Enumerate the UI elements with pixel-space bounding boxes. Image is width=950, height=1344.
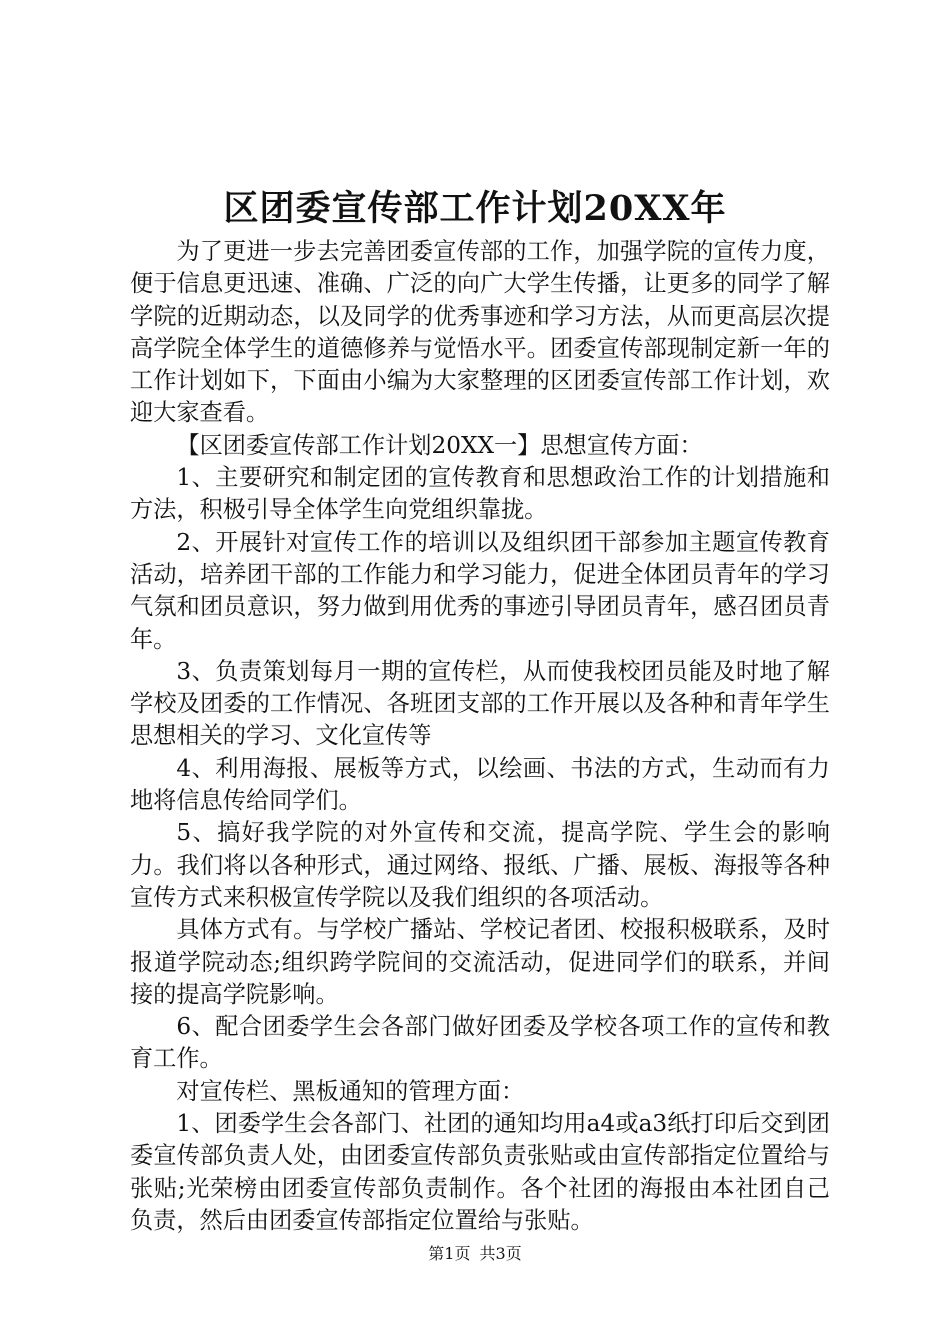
paragraph: 【区团委宣传部工作计划20XX一】思想宣传方面：: [176, 431, 703, 459]
paragraph: 2、开展针对宣传工作的培训以及组织团干部参加主题宣传教育活动，培养团干部的工作能力和学习能力，促进全体团员青年的学习气氛和团员意识，努力做到用优秀的事迹引导团员青年，感召团员青年。: [130, 528, 830, 653]
document-body: [130, 236, 830, 1237]
paragraph: 6、配合团委学生会各部门做好团委及学校各项工作的宣传和教育工作。: [130, 1013, 830, 1073]
paragraph: 1、团委学生会各部门、社团的通知均用a4或a3纸打印后交到团委宣传部负责人处，由团委宣传部负责张贴或由宣传部指定位置给与张贴;光荣榜由团委宣传部负责制作。各个社团的海报由本社团自己负责，然后由团委宣传部指定位置给与张贴。: [130, 1110, 830, 1234]
paragraph: 5、搞好我学院的对外宣传和交流，提高学院、学生会的影响力。我们将以各种形式，通过网络、报纸、广播、展板、海报等各种宣传方式来积极宣传学院以及我们组织的各项活动。: [130, 819, 830, 911]
paragraph: 对宣传栏、黑板通知的管理方面：: [176, 1077, 525, 1105]
paragraph: 4、利用海报、展板等方式，以绘画、书法的方式，生动而有力地将信息传给同学们。: [130, 754, 830, 815]
document-title: 区团委宣传部工作计划20XX年: [223, 188, 727, 229]
paragraph: 为了更进一步去完善团委宣传部的工作，加强学院的宣传力度，便于信息更迅速、准确、广泛的向广大学生传播，让更多的同学了解学院的近期动态，以及同学的优秀事迹和学习方法，从而更高层次提高学院全体学生的道德修养与觉悟水平。团委宣传部现制定新一年的工作计划如下，下面由小编为大家整理的区团委宣传部工作计划，欢迎大家查看。: [130, 238, 830, 427]
page-number-footer: 第1页 共3页: [428, 1244, 522, 1263]
paragraph: 3、负责策划每月一期的宣传栏，从而使我校团员能及时地了解学校及团委的工作情况、各班团支部的工作开展以及各种和青年学生思想相关的学习、文化宣传等: [130, 657, 830, 750]
paragraph: 1、主要研究和制定团的宣传教育和思想政治工作的计划措施和方法，积极引导全体学生向党组织靠拢。: [130, 464, 830, 524]
paragraph: 具体方式有。与学校广播站、学校记者团、校报积极联系，及时报道学院动态;组织跨学院间的交流活动，促进同学们的联系，并间接的提高学院影响。: [130, 916, 830, 1008]
